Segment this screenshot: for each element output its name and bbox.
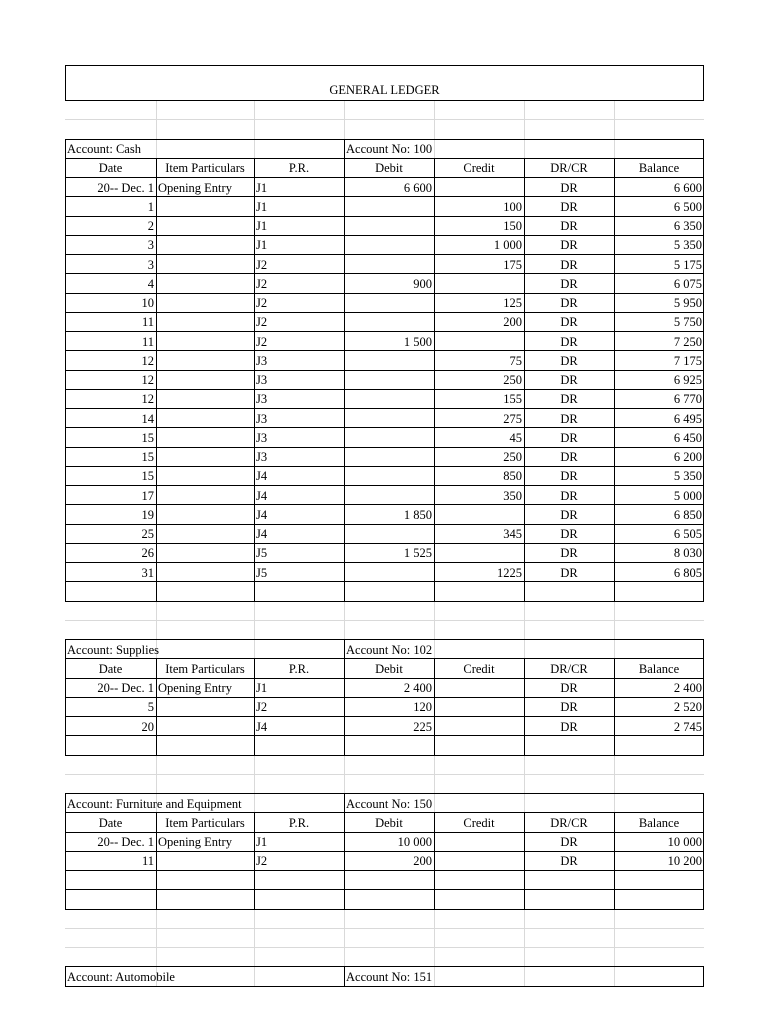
ledger-cell-drcr: DR	[560, 450, 578, 464]
ledger-cell-balance	[614, 582, 704, 601]
ledger-cell-pr	[254, 736, 344, 755]
ledger-cell-debit: 2 400	[403, 681, 432, 695]
ledger-cell-pr: J1	[256, 180, 268, 195]
ledger-cell-drcr	[524, 890, 614, 909]
ledger-cell-drcr: DR	[560, 353, 578, 368]
column-header-debit: Debit	[375, 161, 403, 176]
ledger-cell-item	[156, 370, 254, 389]
column-header-item: Item Particulars	[165, 661, 245, 676]
ledger-cell-date: 17	[141, 488, 154, 503]
ledger-cell-drcr: DR	[560, 488, 578, 503]
ledger-cell-date	[65, 582, 156, 601]
ledger-cell-credit	[434, 582, 524, 601]
ledger-cell-debit	[344, 871, 434, 890]
ledger-cell-drcr: DR	[560, 411, 578, 426]
ledger-cell-balance	[614, 871, 704, 890]
ledger-cell-credit	[434, 736, 524, 755]
ledger-cell-pr: J3	[256, 450, 268, 464]
ledger-cell-drcr: DR	[560, 527, 578, 541]
gridline-horizontal	[65, 620, 704, 621]
ledger-cell-item: Opening Entry	[158, 681, 232, 695]
ledger-cell-pr: J1	[256, 238, 268, 253]
ledger-cell-drcr: DR	[560, 180, 578, 195]
ledger-cell-credit	[434, 274, 524, 293]
ledger-cell-credit	[434, 505, 524, 524]
ledger-cell-debit	[344, 389, 434, 408]
ledger-cell-item: Opening Entry	[158, 180, 232, 195]
ledger-cell-debit: 900	[413, 276, 432, 291]
ledger-cell-credit: 350	[503, 488, 522, 503]
ledger-cell-debit	[344, 524, 434, 543]
ledger-cell-date: 10	[141, 296, 154, 310]
ledger-cell-balance: 5 350	[673, 469, 702, 484]
ledger-cell-balance: 6 350	[673, 219, 702, 233]
ledger-cell-drcr: DR	[560, 276, 578, 291]
ledger-cell-debit	[344, 486, 434, 505]
ledger-cell-date: 5	[147, 700, 154, 715]
ledger-cell-date	[65, 890, 156, 909]
column-header-item: Item Particulars	[165, 815, 245, 830]
ledger-cell-balance: 7 250	[673, 334, 702, 349]
ledger-cell-pr: J2	[256, 276, 268, 291]
ledger-cell-debit: 10 000	[397, 835, 432, 849]
ledger-cell-drcr: DR	[560, 835, 578, 849]
column-header-pr: P.R.	[288, 661, 310, 676]
column-header-date: Date	[98, 815, 123, 830]
ledger-cell-pr: J3	[256, 411, 268, 426]
ledger-cell-credit: 150	[503, 219, 522, 233]
gridline-horizontal	[65, 928, 704, 929]
ledger-cell-balance: 2 745	[673, 719, 702, 734]
ledger-cell-item	[156, 505, 254, 524]
ledger-cell-credit: 200	[503, 315, 522, 330]
ledger-cell-drcr: DR	[560, 392, 578, 407]
ledger-cell-debit: 1 525	[403, 546, 432, 561]
ledger-cell-debit: 120	[413, 700, 432, 715]
ledger-cell-drcr: DR	[560, 430, 578, 445]
ledger-cell-debit	[344, 563, 434, 582]
ledger-cell-date: 12	[141, 373, 154, 387]
ledger-cell-drcr: DR	[560, 199, 578, 214]
ledger-cell-pr: J1	[256, 681, 268, 695]
ledger-cell-balance: 6 770	[673, 392, 702, 407]
column-header-credit: Credit	[463, 661, 495, 676]
ledger-cell-balance: 10 000	[667, 835, 702, 849]
gridline-horizontal	[65, 947, 704, 948]
column-header-balance: Balance	[638, 661, 680, 676]
ledger-cell-drcr: DR	[560, 719, 578, 734]
ledger-cell-debit: 225	[413, 719, 432, 734]
ledger-cell-pr: J3	[256, 373, 268, 387]
ledger-cell-pr: J5	[256, 546, 268, 561]
ledger-cell-debit	[344, 235, 434, 254]
ledger-cell-debit	[344, 447, 434, 466]
ledger-cell-debit: 200	[413, 854, 432, 869]
ledger-cell-credit	[434, 890, 524, 909]
ledger-cell-balance	[614, 736, 704, 755]
ledger-cell-credit: 250	[503, 450, 522, 464]
ledger-cell-balance	[614, 890, 704, 909]
ledger-cell-pr: J4	[256, 527, 268, 541]
title-border-bottom	[65, 100, 704, 101]
account-name-label: Account: Cash	[67, 142, 141, 156]
ledger-cell-pr: J1	[256, 219, 268, 233]
ledger-cell-pr: J2	[256, 334, 268, 349]
ledger-cell-credit: 850	[503, 469, 522, 484]
ledger-cell-balance: 5 750	[673, 315, 702, 330]
ledger-cell-balance: 2 400	[673, 681, 702, 695]
ledger-cell-item	[156, 255, 254, 274]
ledger-cell-item	[156, 447, 254, 466]
ledger-cell-drcr	[524, 736, 614, 755]
ledger-cell-drcr: DR	[560, 334, 578, 349]
account-row-border	[65, 793, 704, 794]
ledger-cell-item	[156, 351, 254, 370]
ledger-cell-drcr: DR	[560, 469, 578, 484]
ledger-cell-credit	[434, 678, 524, 697]
ledger-cell-credit: 345	[503, 527, 522, 541]
ledger-cell-balance: 10 200	[667, 854, 702, 869]
ledger-cell-drcr: DR	[560, 507, 578, 522]
ledger-cell-credit: 125	[503, 296, 522, 310]
column-header-balance: Balance	[638, 815, 680, 830]
ledger-cell-item	[156, 871, 254, 890]
ledger-cell-item	[156, 235, 254, 254]
ledger-cell-debit	[344, 197, 434, 216]
ledger-cell-item	[156, 563, 254, 582]
ledger-cell-date	[65, 736, 156, 755]
ledger-cell-credit	[434, 832, 524, 851]
ledger-cell-pr: J2	[256, 296, 268, 310]
ledger-cell-pr: J4	[256, 488, 268, 503]
ledger-cell-item	[156, 197, 254, 216]
account-number-label: Account No: 151	[346, 969, 433, 984]
ledger-cell-debit	[344, 890, 434, 909]
ledger-cell-drcr: DR	[560, 373, 578, 387]
account-row-border	[65, 966, 704, 967]
ledger-cell-balance: 6 495	[673, 411, 702, 426]
ledger-cell-date: 2	[147, 219, 154, 233]
ledger-cell-date: 3	[147, 238, 154, 253]
account-number-label: Account No: 100	[346, 142, 433, 156]
column-header-drcr: DR/CR	[550, 161, 588, 176]
ledger-cell-item	[156, 890, 254, 909]
ledger-cell-item	[156, 851, 254, 870]
ledger-cell-item	[156, 697, 254, 716]
account-number-divider	[344, 793, 345, 812]
column-header-credit: Credit	[463, 161, 495, 176]
ledger-cell-pr: J2	[256, 257, 268, 272]
ledger-cell-credit	[434, 851, 524, 870]
ledger-cell-item	[156, 736, 254, 755]
ledger-cell-item	[156, 466, 254, 485]
account-number-label: Account No: 150	[346, 796, 433, 811]
ledger-cell-pr: J4	[256, 719, 268, 734]
ledger-cell-debit	[344, 466, 434, 485]
ledger-title: GENERAL LEDGER	[329, 83, 440, 97]
ledger-cell-credit	[434, 332, 524, 351]
ledger-cell-debit	[344, 255, 434, 274]
ledger-cell-pr: J3	[256, 353, 268, 368]
ledger-cell-date: 15	[141, 469, 154, 484]
ledger-cell-drcr: DR	[560, 854, 578, 869]
column-header-drcr: DR/CR	[550, 661, 588, 676]
account-number-divider	[344, 966, 345, 985]
ledger-cell-balance: 5 950	[673, 296, 702, 310]
ledger-cell-date: 25	[141, 527, 154, 541]
column-header-pr: P.R.	[288, 815, 310, 830]
ledger-cell-balance: 6 200	[673, 450, 702, 464]
ledger-cell-drcr: DR	[560, 546, 578, 561]
account-name-label: Account: Supplies	[67, 642, 160, 657]
ledger-cell-item	[156, 582, 254, 601]
ledger-cell-balance: 5 350	[673, 238, 702, 253]
ledger-cell-pr: J2	[256, 700, 268, 715]
ledger-cell-item	[156, 274, 254, 293]
ledger-cell-drcr	[524, 871, 614, 890]
ledger-cell-debit	[344, 293, 434, 312]
ledger-cell-drcr: DR	[560, 219, 578, 233]
ledger-cell-date: 20-- Dec. 1	[97, 835, 154, 849]
ledger-cell-balance: 6 505	[673, 527, 702, 541]
account-row-border	[65, 986, 704, 987]
column-header-credit: Credit	[463, 815, 495, 830]
account-name-label: Account: Furniture and Equipment	[67, 796, 242, 811]
ledger-cell-balance: 5 000	[673, 488, 702, 503]
ledger-cell-pr: J1	[256, 199, 268, 214]
ledger-cell-pr: J3	[256, 430, 268, 445]
ledger-cell-balance: 6 450	[673, 430, 702, 445]
ledger-cell-date: 4	[147, 276, 154, 291]
account-border-right	[703, 966, 704, 986]
ledger-cell-date: 3	[147, 257, 154, 272]
ledger-cell-item	[156, 293, 254, 312]
ledger-cell-credit: 175	[503, 257, 522, 272]
ledger-cell-credit: 1225	[497, 565, 522, 580]
ledger-cell-date: 15	[141, 450, 154, 464]
ledger-cell-debit	[344, 370, 434, 389]
ledger-cell-date: 15	[141, 430, 154, 445]
ledger-cell-date: 12	[141, 392, 154, 407]
ledger-cell-balance: 7 175	[673, 353, 702, 368]
account-number-label: Account No: 102	[346, 642, 433, 657]
ledger-cell-date: 31	[141, 565, 154, 580]
ledger-cell-balance: 8 030	[673, 546, 702, 561]
ledger-cell-item	[156, 717, 254, 736]
ledger-cell-item	[156, 524, 254, 543]
ledger-cell-pr: J5	[256, 565, 268, 580]
ledger-cell-drcr: DR	[560, 257, 578, 272]
ledger-cell-item	[156, 428, 254, 447]
ledger-cell-drcr: DR	[560, 565, 578, 580]
ledger-cell-credit	[434, 697, 524, 716]
ledger-cell-pr	[254, 890, 344, 909]
ledger-cell-date: 1	[147, 199, 154, 214]
ledger-cell-drcr: DR	[560, 681, 578, 695]
ledger-cell-credit: 155	[503, 392, 522, 407]
column-header-drcr: DR/CR	[550, 815, 588, 830]
column-header-balance: Balance	[638, 161, 680, 176]
ledger-cell-date: 12	[141, 353, 154, 368]
ledger-cell-debit	[344, 428, 434, 447]
ledger-cell-debit	[344, 216, 434, 235]
ledger-cell-debit: 6 600	[403, 180, 432, 195]
ledger-cell-item	[156, 216, 254, 235]
account-row-border	[65, 639, 704, 640]
ledger-cell-item	[156, 486, 254, 505]
ledger-cell-item	[156, 543, 254, 562]
ledger-cell-item	[156, 409, 254, 428]
gridline-horizontal	[65, 774, 704, 775]
account-number-divider	[344, 139, 345, 158]
ledger-cell-credit	[434, 543, 524, 562]
account-row-border	[65, 139, 704, 140]
ledger-cell-debit	[344, 736, 434, 755]
column-header-item: Item Particulars	[165, 161, 245, 176]
ledger-cell-date: 11	[141, 315, 154, 330]
ledger-cell-balance: 2 520	[673, 700, 702, 715]
ledger-cell-credit: 275	[503, 411, 522, 426]
ledger-cell-drcr: DR	[560, 238, 578, 253]
title-border-top	[65, 65, 704, 66]
ledger-cell-credit	[434, 871, 524, 890]
account-name-label: Account: Automobile	[67, 969, 175, 984]
ledger-cell-pr: J4	[256, 507, 268, 522]
ledger-cell-credit: 250	[503, 373, 522, 387]
ledger-cell-balance: 6 500	[673, 199, 702, 214]
ledger-cell-debit	[344, 582, 434, 601]
ledger-cell-debit: 1 500	[403, 334, 432, 349]
gridline-horizontal	[65, 119, 704, 120]
ledger-cell-item	[156, 312, 254, 331]
ledger-cell-pr	[254, 871, 344, 890]
account-border-left	[65, 966, 66, 986]
column-header-pr: P.R.	[288, 161, 310, 176]
ledger-cell-date: 20	[141, 719, 154, 734]
ledger-cell-date: 14	[141, 411, 154, 426]
ledger-cell-pr: J2	[256, 315, 268, 330]
ledger-cell-drcr: DR	[560, 296, 578, 310]
ledger-cell-date: 20-- Dec. 1	[97, 681, 154, 695]
ledger-cell-credit: 75	[509, 353, 522, 368]
ledger-cell-debit	[344, 351, 434, 370]
ledger-cell-balance: 5 175	[673, 257, 702, 272]
ledger-cell-pr	[254, 582, 344, 601]
account-number-divider	[344, 639, 345, 658]
ledger-cell-date: 26	[141, 546, 154, 561]
ledger-cell-pr: J4	[256, 469, 268, 484]
ledger-cell-drcr	[524, 582, 614, 601]
ledger-cell-drcr: DR	[560, 315, 578, 330]
ledger-cell-credit: 1 000	[493, 238, 522, 253]
column-header-debit: Debit	[375, 661, 403, 676]
ledger-cell-balance: 6 805	[673, 565, 702, 580]
ledger-cell-credit	[434, 717, 524, 736]
ledger-cell-date: 11	[141, 334, 154, 349]
ledger-cell-debit	[344, 312, 434, 331]
column-header-date: Date	[98, 661, 123, 676]
ledger-cell-debit	[344, 409, 434, 428]
ledger-cell-date: 20-- Dec. 1	[97, 180, 154, 195]
ledger-cell-debit: 1 850	[403, 507, 432, 522]
ledger-cell-credit: 100	[503, 199, 522, 214]
ledger-cell-credit	[434, 178, 524, 197]
ledger-cell-pr: J3	[256, 392, 268, 407]
ledger-cell-date: 11	[141, 854, 154, 869]
ledger-cell-item	[156, 332, 254, 351]
column-header-debit: Debit	[375, 815, 403, 830]
ledger-cell-pr: J1	[256, 835, 268, 849]
ledger-cell-date: 19	[141, 507, 154, 522]
ledger-cell-balance: 6 925	[673, 373, 702, 387]
ledger-cell-balance: 6 600	[673, 180, 702, 195]
column-header-date: Date	[98, 161, 123, 176]
ledger-cell-credit: 45	[509, 430, 522, 445]
ledger-cell-drcr: DR	[560, 700, 578, 715]
ledger-cell-date	[65, 871, 156, 890]
ledger-cell-item: Opening Entry	[158, 835, 232, 849]
ledger-cell-item	[156, 389, 254, 408]
ledger-cell-balance: 6 850	[673, 507, 702, 522]
ledger-cell-balance: 6 075	[673, 276, 702, 291]
ledger-sheet	[65, 65, 704, 1025]
ledger-cell-pr: J2	[256, 854, 268, 869]
